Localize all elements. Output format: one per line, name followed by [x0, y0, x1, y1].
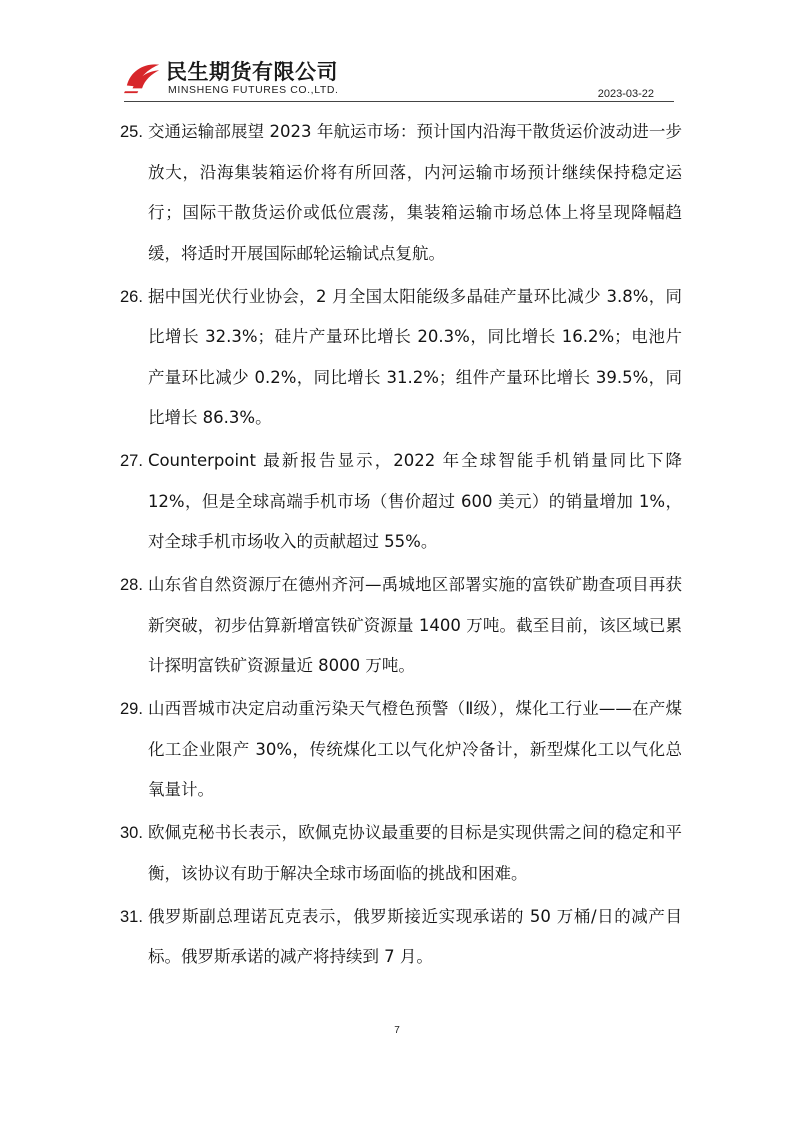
item-text: 山西晋城市决定启动重污染天气橙色预警（Ⅱ级），煤化工行业——在产煤化工企业限产 30%，传统煤化工以气化炉冷备计，新型煤化工以气化总氧量计。 [147, 699, 682, 799]
news-item [120, 441, 682, 563]
item-number: 28. [120, 576, 143, 594]
header-divider [124, 101, 674, 102]
item-number: 25. [120, 123, 143, 141]
page-header [124, 54, 674, 104]
news-list [120, 112, 682, 980]
news-item [120, 813, 682, 894]
item-text: 俄罗斯副总理诺瓦克表示，俄罗斯接近实现承诺的 50 万桶/日的减产目标。俄罗斯承诺的减产将持续到 7 月。 [147, 906, 682, 966]
item-number: 27. [120, 452, 143, 470]
item-number: 29. [120, 700, 143, 718]
item-number: 26. [120, 287, 143, 306]
news-item [120, 565, 682, 687]
item-text: Counterpoint 最新报告显示，2022 年全球智能手机销量同比下降 12%，但是全球高端手机市场（售价超过 600 美元）的销量增加 1%，对全球手机市场收入的贡献超过 55%。 [147, 451, 682, 551]
item-text: 交通运输部展望 2023 年航运市场：预计国内沿海干散货运价波动进一步放大，沿海集装箱运价将有所回落，内河运输市场预计继续保持稳定运行；国际干散货运价或低位震荡，集装箱运输市场总体上将呈现降幅趋缓，将适时开展国际邮轮运输试点复航。 [147, 122, 682, 263]
item-text: 据中国光伏行业协会，2 月全国太阳能级多晶硅产量环比减少 3.8%，同比增长 32.3%；硅片产量环比增长 20.3%，同比增长 16.2%；电池片产量环比减少 0.2%，同比增长 31.2%；组件产量环比增长 39.5%，同比增长 86.3%。 [147, 286, 682, 427]
item-text: 山东省自然资源厅在德州齐河—禹城地区部署实施的富铁矿勘查项目再获新突破，初步估算新增富铁矿资源量 1400 万吨。截至目前，该区域已累计探明富铁矿资源量近 8000 万吨。 [147, 575, 682, 675]
news-item [120, 897, 682, 978]
page-number: 7 [394, 1025, 400, 1036]
news-item [120, 112, 682, 274]
company-name-cn: 民生期货有限公司 [166, 60, 338, 84]
item-number: 31. [120, 907, 143, 926]
item-number: 30. [120, 824, 143, 842]
report-date: 2023-03-22 [597, 88, 654, 100]
company-name-en: MINSHENG FUTURES CO.,LTD. [168, 84, 339, 96]
news-item [120, 689, 682, 811]
news-item [120, 277, 682, 439]
item-text: 欧佩克秘书长表示，欧佩克协议最重要的目标是实现供需之间的稳定和平衡，该协议有助于解决全球市场面临的挑战和困难。 [147, 823, 682, 883]
minsheng-logo-icon [124, 57, 162, 95]
